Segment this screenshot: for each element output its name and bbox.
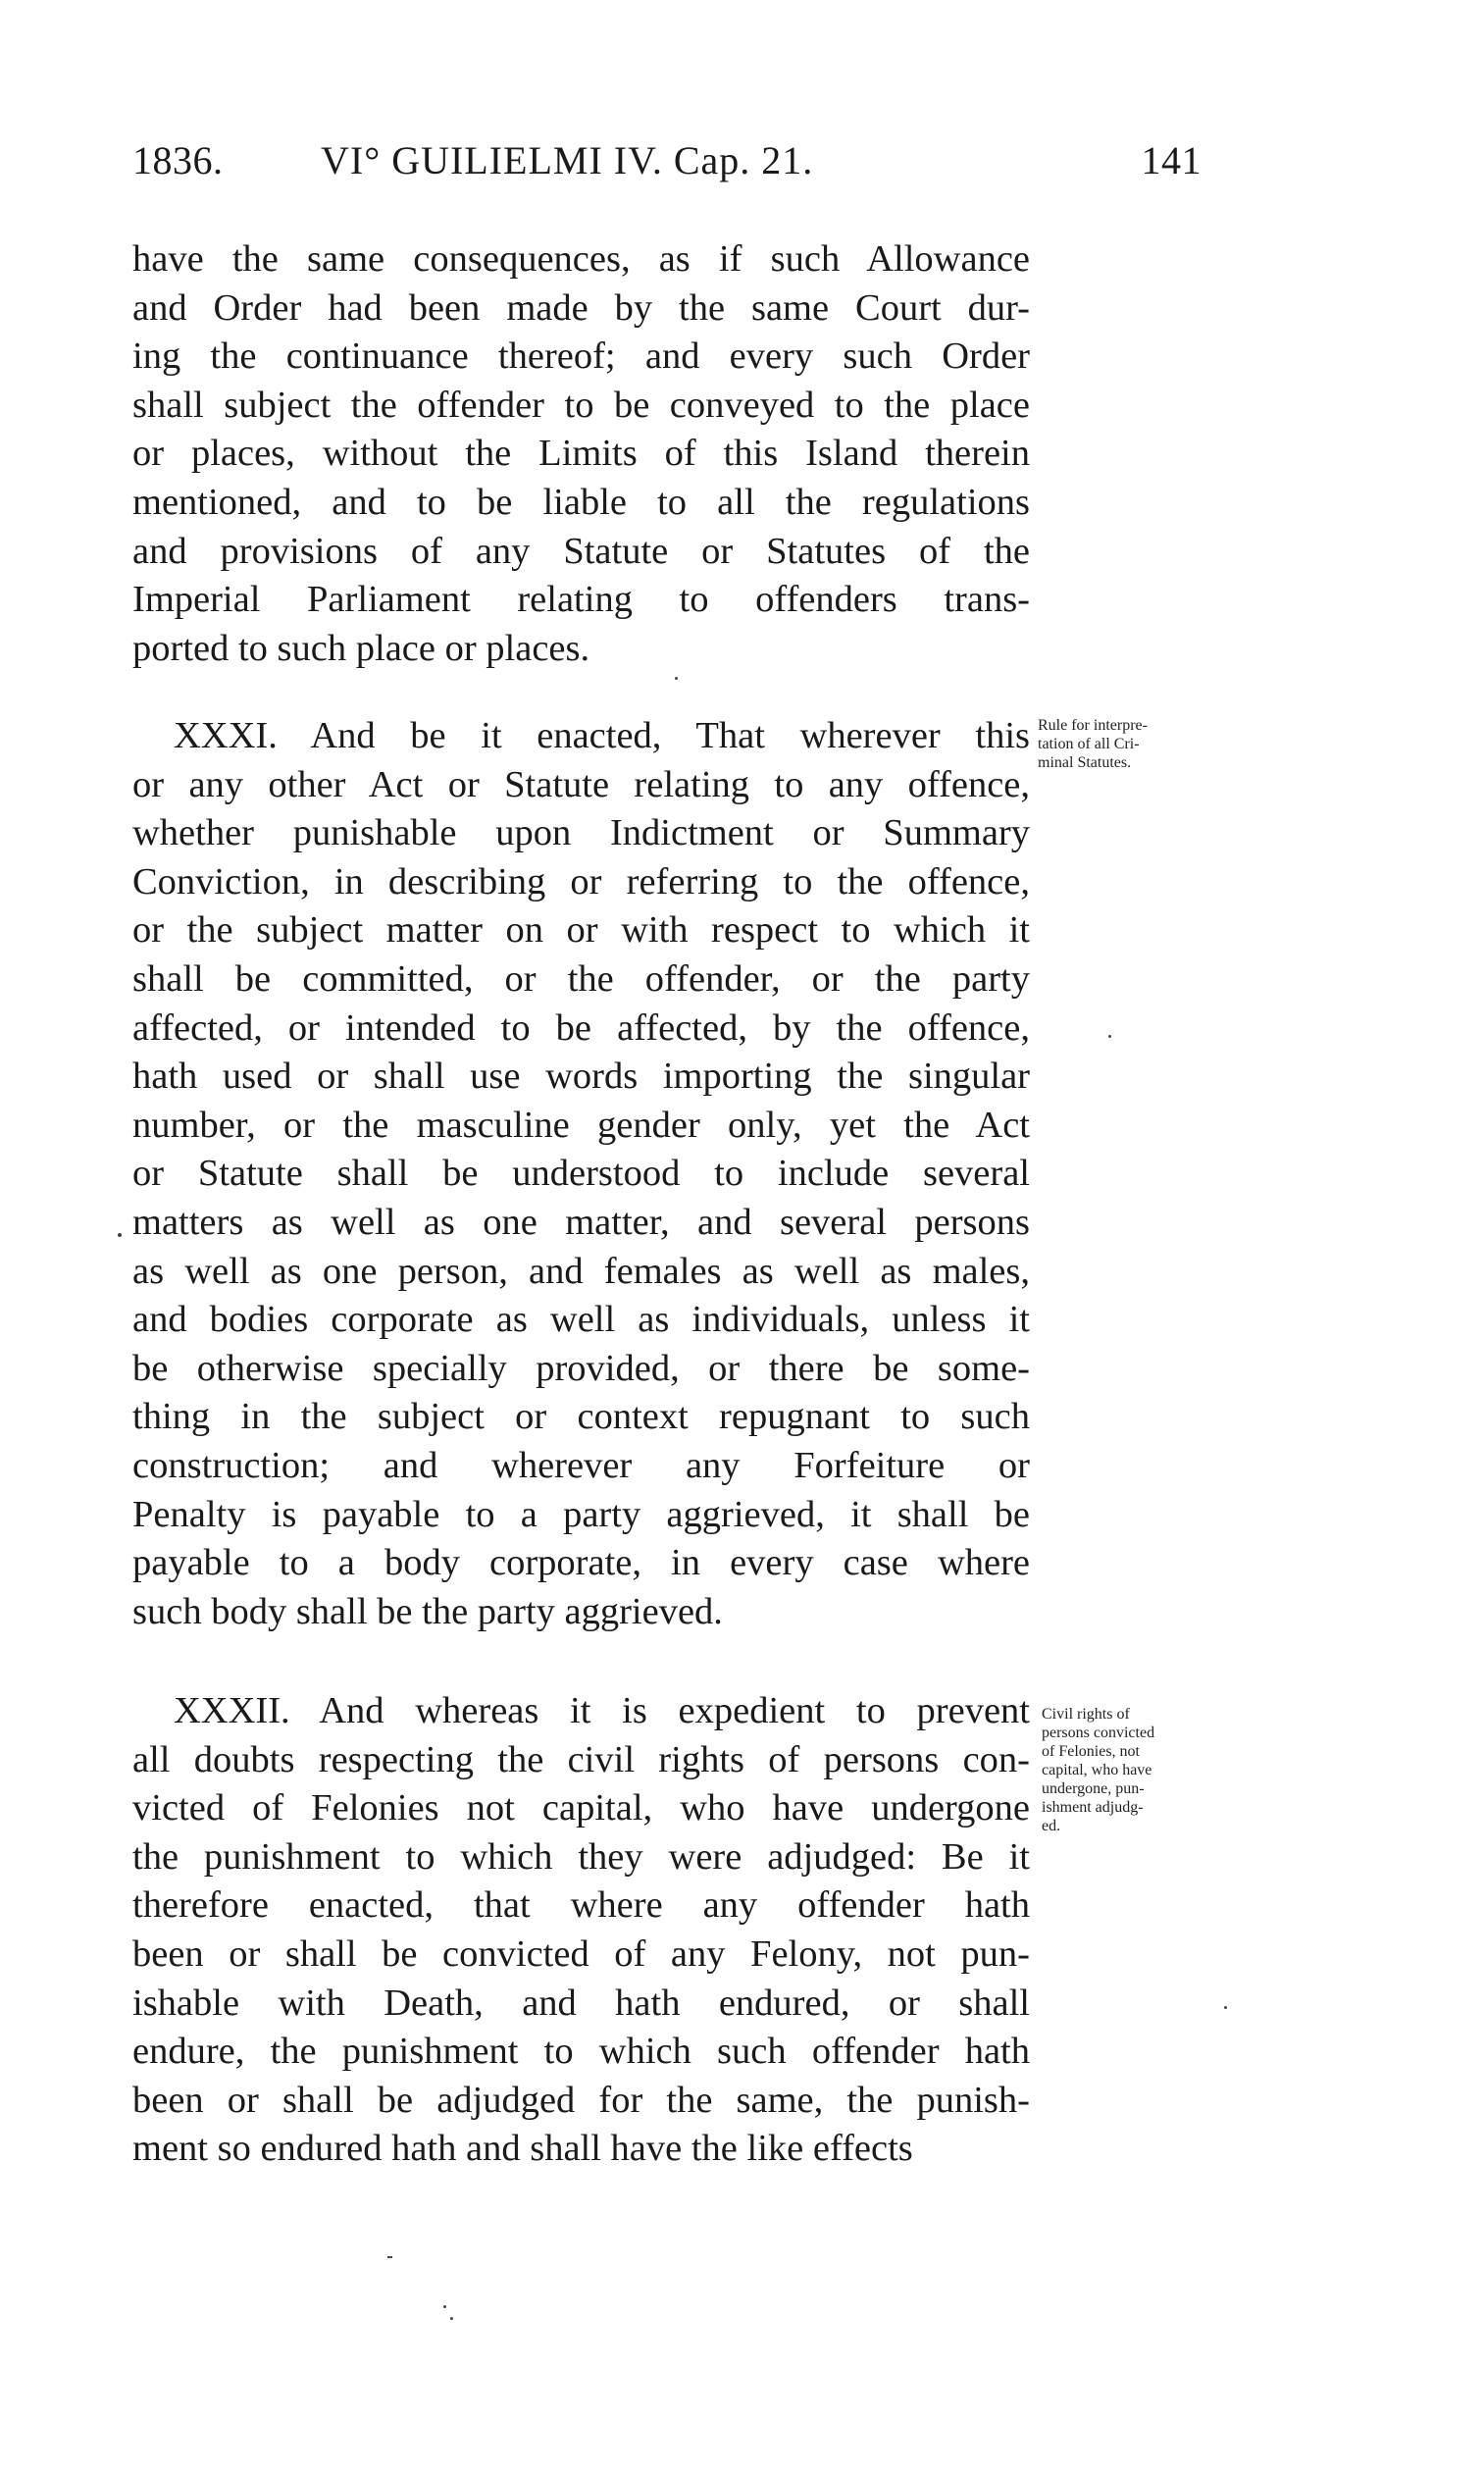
header-year: 1836. [132, 138, 224, 182]
margin-note-line: tation of all Cri- [1038, 736, 1140, 752]
margin-note-line: capital, who have [1042, 1762, 1152, 1778]
margin-note-line: Rule for interpre- [1038, 717, 1148, 734]
text-line: victed of Felonies not capital, who have undergone [132, 1787, 1030, 1829]
section-32-heading-line: XXXII. And whereas it is expedient to prevent [174, 1690, 1030, 1731]
text-line: been or shall be convicted of any Felony, not pun- [132, 1932, 1030, 1975]
margin-note-line: undergone, pun- [1042, 1780, 1145, 1797]
text-line: ment so endured hath and shall have the like effects [132, 2128, 913, 2170]
text-line: have the same consequences, as if such Allowance [132, 238, 1030, 280]
margin-note-section-31 [1038, 716, 1209, 772]
text-line: Imperial Parliament relating to offenders trans- [132, 579, 1030, 621]
text-line: Conviction, in describing or referring to the offence, [132, 860, 1030, 902]
text-line: the punishment to which they were adjudged: Be it [132, 1835, 1030, 1878]
text-line: mentioned, and to be liable to all the regulations [132, 481, 1030, 523]
margin-note-line: ishment adjudg- [1042, 1799, 1144, 1816]
section-32-paragraph [132, 1687, 1030, 2174]
print-speck [1108, 1035, 1111, 1038]
text-line: all doubts respecting the civil rights of persons con- [132, 1738, 1030, 1780]
continuation-paragraph [132, 235, 1030, 673]
margin-note-line: ed. [1042, 1818, 1061, 1834]
text-line: payable to a body corporate, in every case where [132, 1542, 1030, 1584]
print-speck [1224, 2006, 1227, 2009]
print-speck [675, 677, 678, 680]
print-speck [450, 2317, 453, 2320]
running-header [132, 137, 1202, 186]
header-title: VI° GUILIELMI IV. Cap. 21. [321, 138, 814, 182]
margin-note-line: of Felonies, not [1042, 1743, 1140, 1760]
text-line: hath used or shall use words importing the singular [132, 1056, 1030, 1098]
text-line: been or shall be adjudged for the same, the punish- [132, 2079, 1030, 2121]
page-number: 141 [1141, 138, 1202, 182]
text-line: or Statute shall be understood to include several [132, 1153, 1030, 1195]
text-line: affected, or intended to be affected, by the offence, [132, 1006, 1030, 1049]
margin-note-section-32 [1042, 1705, 1213, 1835]
text-line: as well as one person, and females as well as males, [132, 1250, 1030, 1292]
text-line: shall subject the offender to be conveyed to the place [132, 384, 1030, 426]
text-line: whether punishable upon Indictment or Summary [132, 812, 1030, 854]
text-line: ported to such place or places. [132, 627, 590, 669]
margin-note-line: persons convicted [1042, 1725, 1155, 1741]
text-line: number, or the masculine gender only, yet the Act [132, 1104, 1030, 1146]
text-line: be otherwise specially provided, or there be some- [132, 1347, 1030, 1389]
text-line: matters as well as one matter, and several persons [132, 1201, 1030, 1243]
text-line: endure, the punishment to which such offender hath [132, 2031, 1030, 2073]
margin-note-line: minal Statutes. [1038, 754, 1132, 771]
print-speck [118, 1233, 122, 1237]
print-speck [443, 2305, 446, 2308]
text-line: or any other Act or Statute relating to any offence, [132, 763, 1030, 805]
text-line: and Order had been made by the same Court dur- [132, 286, 1030, 329]
text-line: and provisions of any Statute or Statutes of the [132, 530, 1030, 572]
print-speck [387, 2256, 392, 2258]
text-line: therefore enacted, that where any offender hath [132, 1884, 1030, 1927]
text-line: shall be committed, or the offender, or the party [132, 957, 1030, 1000]
text-line: or places, without the Limits of this Island therein [132, 433, 1030, 475]
margin-note-line: Civil rights of [1042, 1706, 1130, 1723]
section-31-heading-line: XXXI. And be it enacted, That wherever this [174, 715, 1030, 756]
text-line: Penalty is payable to a party aggrieved, it shall be [132, 1493, 1030, 1535]
text-line: construction; and wherever any Forfeiture or [132, 1444, 1030, 1486]
text-line: ishable with Death, and hath endured, or shall [132, 1982, 1030, 2024]
text-line: thing in the subject or context repugnant to such [132, 1396, 1030, 1438]
text-line: such body shall be the party aggrieved. [132, 1590, 723, 1632]
text-line: ing the continuance thereof; and every such Order [132, 335, 1030, 378]
section-31-paragraph [132, 712, 1030, 1636]
text-line: and bodies corporate as well as individuals, unless it [132, 1299, 1030, 1341]
text-line: or the subject matter on or with respect to which it [132, 909, 1030, 952]
